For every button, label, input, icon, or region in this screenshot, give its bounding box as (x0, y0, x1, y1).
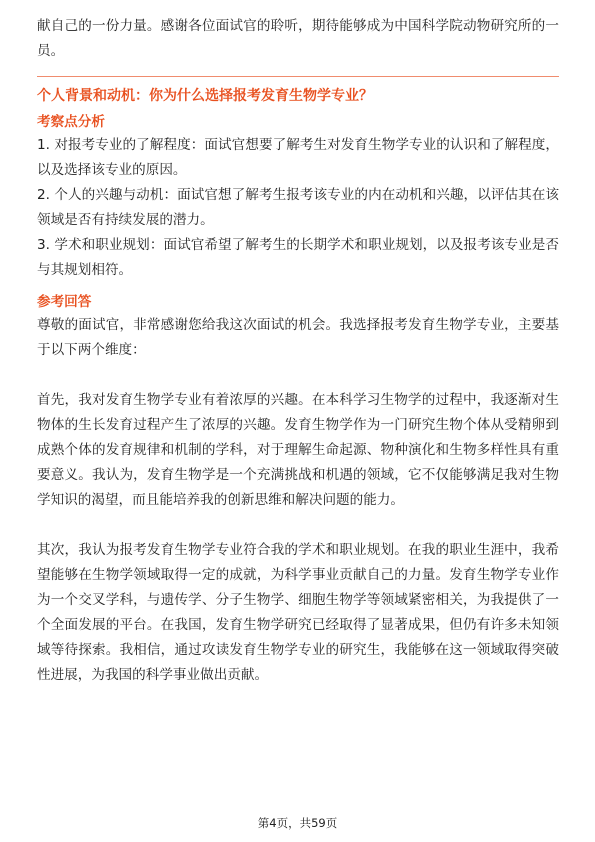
intro-paragraph: 献自己的一份力量。感谢各位面试官的聆听，期待能够成为中国科学院动物研究所的一员。 (37, 18, 559, 59)
answer-paragraph-2: 其次，我认为报考发育生物学专业符合我的学术和职业规划。在我的职业生涯中，我希望能够在生物学领域取得一定的成就，为科学事业贡献自己的力量。发育生物学专业作为一个交叉学科，与遗传学、分子生物学、细胞生物学等领域紧密相关，为我提供了一个全面发展的平台。在我国，发育生物学研究已经取得了显著成果，但仍有许多未知领域等待探索。我相信，通过攻读发育生物学专业的研究生，我能够在这一领域取得突破性进展，为我国的科学事业做出贡献。 (37, 542, 559, 683)
paragraph-spacer (37, 363, 559, 388)
page-content (37, 14, 559, 688)
analysis-item: 2. 个人的兴趣与动机：面试官想了解考生报考该专业的内在动机和兴趣，以评估其在该领域是否有持续发展的潜力。 (37, 187, 559, 228)
answer-paragraph-1: 首先，我对发育生物学专业有着浓厚的兴趣。在本科学习生物学的过程中，我逐渐对生物体的生长发育过程产生了浓厚的兴趣。发育生物学作为一门研究生物个体从受精卵到成熟个体的发育规律和机制的学科，对于理解生命起源、物种演化和生物多样性具有重要意义。我认为，发育生物学是一个充满挑战和机遇的领域，它不仅能够满足我对生物学知识的渴望，而且能培养我的创新思维和解决问题的能力。 (37, 392, 559, 508)
analysis-item: 3. 学术和职业规划：面试官希望了解考生的长期学术和职业规划，以及报考该专业是否与其规划相符。 (37, 237, 559, 278)
question-title: 个人背景和动机：你为什么选择报考发育生物学专业？ (37, 88, 373, 104)
page-footer: 第4页，共59页 (257, 816, 338, 830)
answer-opening: 尊敬的面试官，非常感谢您给我这次面试的机会。我选择报考发育生物学专业，主要基于以下两个维度： (37, 317, 559, 358)
paragraph-spacer (37, 513, 559, 538)
answer-heading: 参考回答 (37, 294, 92, 310)
section-divider (37, 76, 559, 77)
analysis-heading: 考察点分析 (37, 114, 105, 130)
analysis-item: 1. 对报考专业的了解程度：面试官想要了解考生对发育生物学专业的认识和了解程度，以及选择该专业的原因。 (37, 137, 559, 178)
